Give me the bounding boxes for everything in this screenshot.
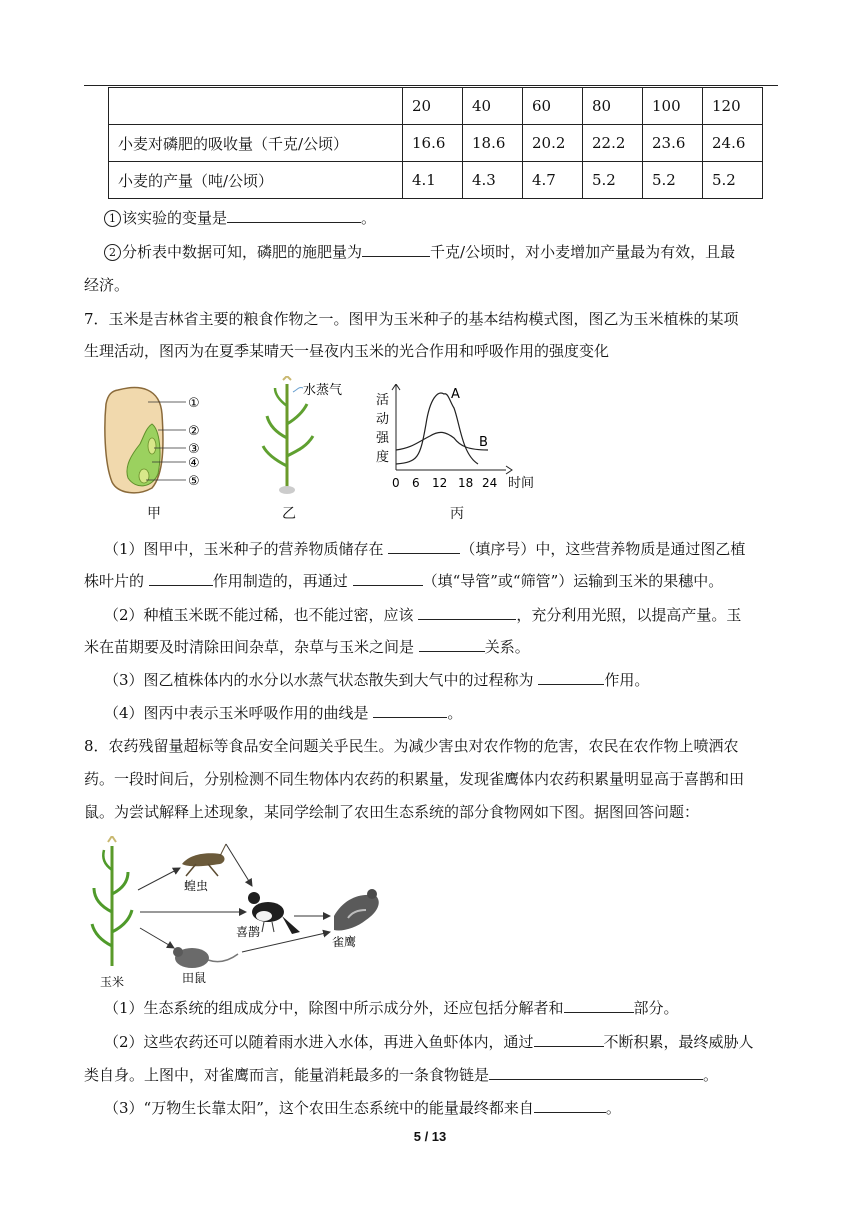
- q7-part2-text: 关系。: [484, 638, 530, 656]
- answer-blank[interactable]: [534, 1028, 604, 1047]
- q8-part2-line1: [104, 1027, 754, 1058]
- q6-sub1-text: 该实验的变量是: [122, 209, 228, 227]
- table-row-label: 小麦对磷肥的吸收量（千克/公顷）: [109, 125, 403, 162]
- corn-plant-diagram: [255, 376, 355, 498]
- answer-blank[interactable]: [373, 699, 447, 718]
- radicle: [139, 469, 149, 483]
- q8-part1-text: 部分。: [633, 999, 679, 1017]
- magpie-label: 喜鹊: [236, 925, 261, 939]
- table-header-row: [109, 88, 763, 125]
- table-cell: 60: [523, 88, 583, 125]
- q6-sub2: [104, 237, 735, 268]
- answer-blank[interactable]: [538, 666, 604, 685]
- circled-number: 2: [104, 244, 121, 261]
- q8-intro-line2: 药。一段时间后，分别检测不同生物体内农药的积累量，发现雀鹰体内农药积累量明显高于喜鹊和田: [84, 770, 745, 788]
- q7-part1-line1: [104, 534, 745, 565]
- q7-part1-text: （填“导管”或“筛管”）运输到玉米的果穗中。: [422, 572, 724, 590]
- table-cell: 4.1: [403, 162, 463, 199]
- table-cell: 22.2: [583, 125, 643, 162]
- table-cell: 23.6: [643, 125, 703, 162]
- punctuation: 。: [361, 209, 377, 227]
- q7-part2-text: 米在苗期要及时清除田间杂草，杂草与玉米之间是: [84, 638, 419, 656]
- table-cell: 4.3: [463, 162, 523, 199]
- water-vapor-label: 水蒸气: [303, 383, 343, 398]
- circled-number: 1: [104, 210, 121, 227]
- q7-part4-text: （4）图丙中表示玉米呼吸作用的曲线是: [104, 704, 374, 722]
- arrow-corn-locust: [138, 868, 180, 890]
- hawk-icon: [334, 889, 379, 931]
- curve-b-label: B: [479, 435, 488, 450]
- arrow-locust-magpie: [226, 844, 252, 886]
- table-cell: 16.6: [403, 125, 463, 162]
- mouse-label: 田鼠: [182, 971, 207, 985]
- q7-part1-text: 株叶片的: [84, 572, 149, 590]
- table-cell: 80: [583, 88, 643, 125]
- q7-part2-text-cont: ，充分利用光照，以提高产量。玉: [516, 606, 742, 624]
- header-rule: [84, 85, 778, 86]
- table-cell: 100: [643, 88, 703, 125]
- x-tick-label: 6: [412, 476, 420, 490]
- answer-blank[interactable]: [418, 601, 516, 620]
- q7-part1-line2: [84, 566, 784, 597]
- x-tick-label: 24: [482, 476, 498, 490]
- seed-label: ②: [188, 424, 200, 439]
- y-axis-label-char: 动: [376, 412, 390, 427]
- table-cell: 20: [403, 88, 463, 125]
- x-axis-label: 时间: [508, 476, 535, 491]
- hawk-label: 雀鹰: [332, 935, 357, 949]
- table-row-label: 小麦的产量（吨/公顷）: [109, 162, 403, 199]
- locust-label: 蝗虫: [184, 879, 209, 893]
- table-row: [109, 162, 763, 199]
- curve-b: [396, 432, 488, 450]
- q8-part2-text: 。: [703, 1066, 719, 1084]
- arrow-corn-mouse: [140, 928, 174, 948]
- seed-label: ③: [188, 442, 200, 457]
- q7-part4: [104, 698, 462, 729]
- q7-part2-text: （2）种植玉米既不能过稀，也不能过密，应该: [104, 606, 419, 624]
- answer-blank[interactable]: [353, 567, 423, 586]
- q6-sub2-end: 经济。: [84, 276, 130, 294]
- q8-part2-line2: [84, 1060, 784, 1091]
- answer-blank[interactable]: [149, 567, 213, 586]
- x-tick-label: 18: [458, 476, 474, 490]
- answer-blank[interactable]: [489, 1061, 703, 1080]
- activity-intensity-chart: [368, 384, 548, 496]
- q8-intro-line3: 鼠。为尝试解释上述现象，某同学绘制了农田生态系统的部分食物网如下图。据图回答问题：: [84, 803, 700, 821]
- table-cell: 120: [703, 88, 763, 125]
- table-cell: 5.2: [583, 162, 643, 199]
- q6-sub2-text-cont: 千克/公顷时，对小麦增加产量最为有效，且最: [430, 243, 736, 261]
- q7-part3: [104, 665, 649, 696]
- fertilizer-table: [108, 87, 763, 199]
- q8-part3-text: 。: [605, 1099, 621, 1117]
- table-row: [109, 125, 763, 162]
- q8-part2-text: （2）这些农药还可以随着雨水进入水体，再进入鱼虾体内，通过: [104, 1033, 534, 1051]
- curve-a: [396, 393, 478, 464]
- q7-part2-line1: [104, 600, 741, 631]
- plumule: [148, 438, 156, 454]
- figure-caption-bing: 丙: [450, 506, 464, 522]
- corn-label: 玉米: [100, 975, 125, 989]
- q8-part1-text: （1）生态系统的组成成分中，除图中所示成分外，还应包括分解者和: [104, 999, 564, 1017]
- corn-seed-diagram: [100, 384, 210, 499]
- q8-intro-line1: 8．农药残留量超标等食品安全问题关乎民生。为减少害虫对农作物的危害，农民在农作物上喷洒农: [84, 737, 739, 755]
- y-axis-label-char: 度: [376, 450, 390, 465]
- q6-sub1: [104, 203, 376, 234]
- q7-part3-text: （3）图乙植株体内的水分以水蒸气状态散失到大气中的过程称为: [104, 671, 539, 689]
- q7-part1-text: 作用制造的，再通过: [212, 572, 353, 590]
- figure-caption-yi: 乙: [282, 506, 296, 522]
- q7-intro-line2: 生理活动，图丙为在夏季某晴天一昼夜内玉米的光合作用和呼吸作用的强度变化: [84, 342, 610, 360]
- y-axis-label-char: 强: [376, 431, 390, 446]
- y-axis-label-char: 活: [376, 393, 390, 408]
- x-tick-label: 0: [392, 476, 400, 490]
- answer-blank[interactable]: [534, 1094, 606, 1113]
- answer-blank[interactable]: [419, 633, 485, 652]
- q8-part2-text-cont: 不断积累，最终威胁人: [603, 1033, 754, 1051]
- seed-label: ⑤: [188, 474, 200, 489]
- table-cell: [109, 88, 403, 125]
- q7-part1-text: （1）图甲中，玉米种子的营养物质储存在: [104, 540, 389, 558]
- curve-a-label: A: [451, 387, 460, 402]
- page-number: 5 / 13: [413, 1129, 447, 1144]
- q7-part2-line2: [84, 632, 784, 663]
- x-tick-label: 12: [432, 476, 448, 490]
- answer-blank[interactable]: [564, 994, 634, 1013]
- q6-sub2-text: 分析表中数据可知，磷肥的施肥量为: [122, 243, 363, 261]
- table-cell: 18.6: [463, 125, 523, 162]
- q7-part1-text-cont: （填序号）中，这些营养物质是通过图乙植: [460, 540, 746, 558]
- mouse-icon: [173, 947, 238, 968]
- table-cell: 4.7: [523, 162, 583, 199]
- table-cell: 40: [463, 88, 523, 125]
- q8-part3: [104, 1093, 621, 1124]
- table-cell: 5.2: [703, 162, 763, 199]
- answer-blank[interactable]: [227, 204, 361, 223]
- table-cell: 20.2: [523, 125, 583, 162]
- q8-part1: [104, 993, 679, 1024]
- table-cell: 24.6: [703, 125, 763, 162]
- q7-intro-line1: 7．玉米是吉林省主要的粮食作物之一。图甲为玉米种子的基本结构模式图，图乙为玉米植株的某项: [84, 310, 739, 328]
- q8-part3-text: （3）“万物生长靠太阳”，这个农田生态系统中的能量最终都来自: [104, 1099, 534, 1117]
- food-web-diagram: [86, 836, 396, 992]
- locust-icon: [182, 844, 226, 876]
- q8-part2-text: 类自身。上图中，对雀鹰而言，能量消耗最多的一条食物链是: [84, 1066, 490, 1084]
- q7-part4-text: 。: [447, 704, 463, 722]
- q7-part3-text: 作用。: [604, 671, 650, 689]
- corn-plant-icon: [92, 836, 132, 966]
- answer-blank[interactable]: [362, 238, 430, 257]
- seed-label: ④: [188, 456, 200, 471]
- answer-blank[interactable]: [388, 535, 460, 554]
- seed-label: ①: [188, 396, 200, 411]
- table-cell: 5.2: [643, 162, 703, 199]
- figure-caption-jia: 甲: [147, 506, 161, 522]
